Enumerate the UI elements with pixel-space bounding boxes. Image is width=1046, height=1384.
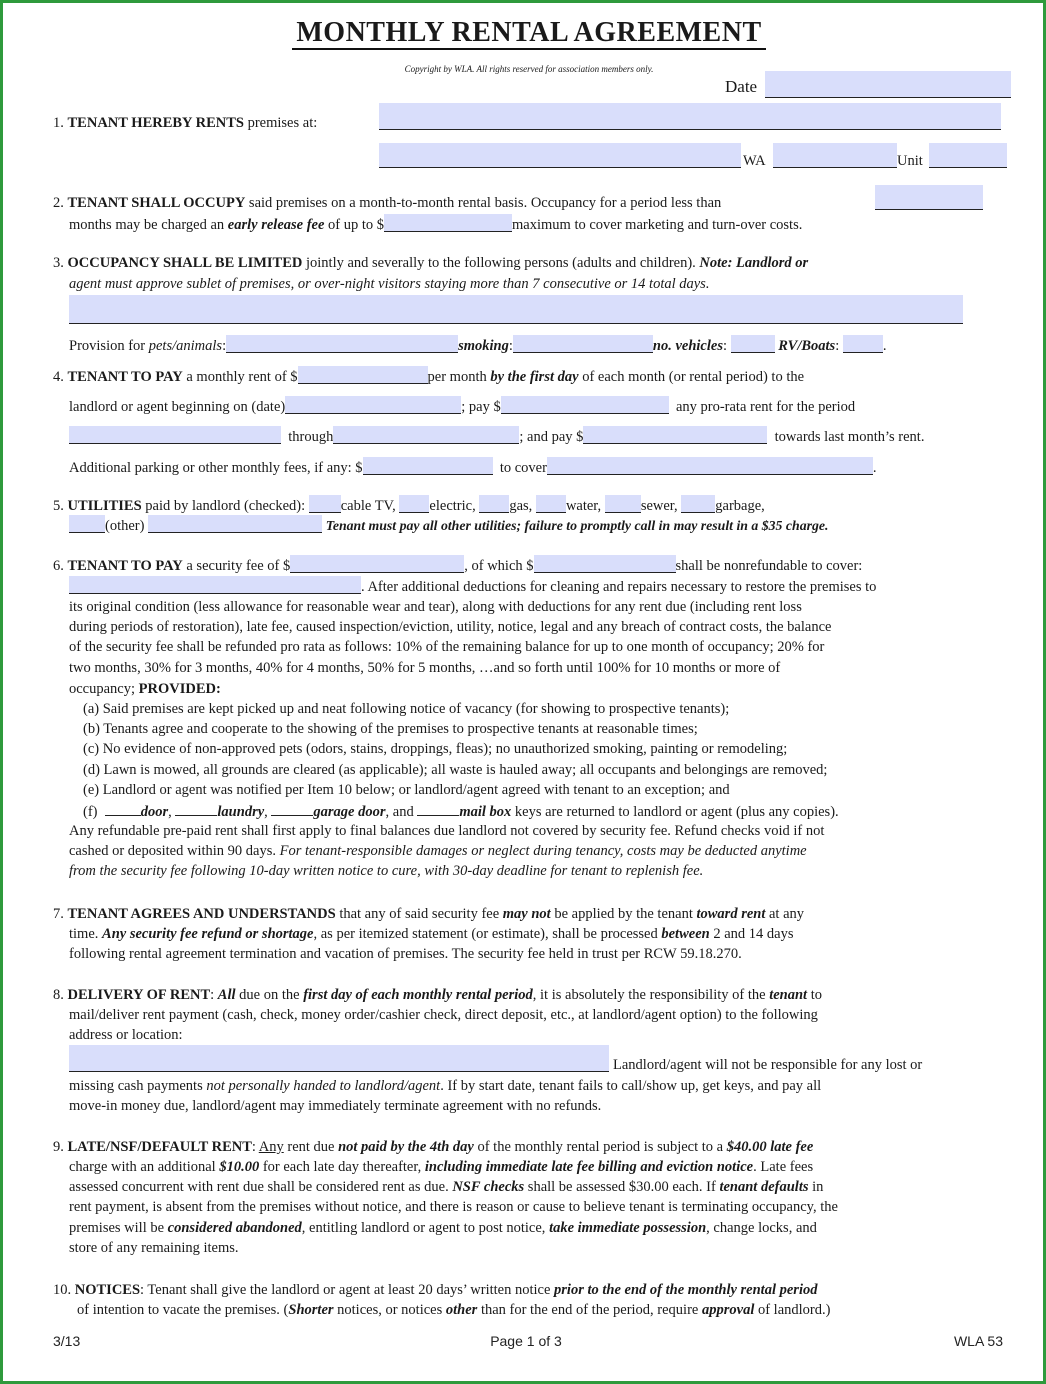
monthly-rent-field[interactable] bbox=[298, 366, 428, 384]
s2-text-d: maximum to cover marketing and turn-over costs. bbox=[512, 217, 803, 233]
condition-d: (d) Lawn is mowed, all grounds are cleared (as applicable); all waste is hauled away; all occupants and belongings are removed; bbox=[83, 762, 828, 778]
s9-l3c: shall be assessed $30.00 each. If bbox=[524, 1179, 720, 1195]
garage-keys-field[interactable] bbox=[271, 801, 313, 816]
s10-l2c: notices, or notices bbox=[333, 1302, 446, 1318]
section-10-number: 10. bbox=[53, 1282, 72, 1298]
s9-t3: not paid by the 4th day bbox=[338, 1139, 474, 1155]
section-2-line-2 bbox=[69, 214, 802, 236]
s7-t3: be applied by the tenant bbox=[550, 906, 697, 922]
section-4-line-3 bbox=[69, 426, 924, 448]
section-4-number: 4. bbox=[53, 369, 64, 385]
section-5-heading: UTILITIES bbox=[67, 498, 142, 514]
s9-l3b: NSF checks bbox=[452, 1179, 525, 1195]
early-release-fee-term: early release fee bbox=[227, 217, 325, 233]
condition-f: (f) door, laundry, garage door, and mail box keys are returned to landlord or agent (plus any copies). bbox=[83, 801, 839, 823]
garbage-checkbox[interactable] bbox=[681, 495, 715, 513]
section-6-line-2 bbox=[69, 576, 876, 598]
prorata-through-field[interactable] bbox=[333, 426, 519, 444]
section-9-line-4: rent payment, is absent from the premises without notice, and there is reason or cause to believe tenant is terminating occupancy, the bbox=[69, 1199, 838, 1215]
section-9-number: 9. bbox=[53, 1139, 64, 1155]
section-4-heading: TENANT TO PAY bbox=[67, 369, 183, 385]
s6-line-0: . After additional deductions for cleaning and repairs necessary to restore the premises to bbox=[361, 579, 877, 595]
refund-line-3: from the security fee following 10-day written notice to cure, with 30-day deadline for tenant to replenish fee. bbox=[69, 863, 704, 879]
s10-l2a: of intention to vacate the premises. ( bbox=[77, 1302, 289, 1318]
section-8-line-4: Landlord/agent will not be responsible for any lost or bbox=[613, 1057, 923, 1073]
s10-l2b: Shorter bbox=[288, 1302, 334, 1318]
zip-field[interactable] bbox=[773, 143, 897, 168]
section-8-line-6: move-in money due, landlord/agent may immediately terminate agreement with no refunds. bbox=[69, 1098, 602, 1114]
water-label: water, bbox=[565, 498, 602, 514]
section-10-heading: NOTICES bbox=[74, 1282, 141, 1298]
section-6-line-3: its original condition (less allowance for reasonable wear and tear), along with deductions for any rent due (including rent loss bbox=[69, 599, 802, 615]
section-1 bbox=[53, 113, 317, 134]
section-2-line-1 bbox=[53, 193, 721, 214]
s8-t4: first day of each monthly rental period bbox=[303, 987, 533, 1003]
s9-l2a: charge with an additional bbox=[69, 1159, 220, 1175]
water-checkbox[interactable] bbox=[536, 495, 566, 513]
section-6-heading: TENANT TO PAY bbox=[67, 558, 183, 574]
laundry-keys-field[interactable] bbox=[175, 801, 217, 816]
section-7-line-3: following rental agreement termination and vacation of premises. The security fee held in trust per RCW 59.18.270. bbox=[69, 946, 742, 962]
s6-t2: , of which $ bbox=[464, 558, 534, 574]
s4-t4: of each month (or rental period) to the bbox=[578, 369, 805, 385]
section-10-line-1 bbox=[53, 1280, 817, 1301]
section-3-number: 3. bbox=[53, 255, 64, 271]
door-label: door bbox=[140, 804, 169, 820]
premises-city-field[interactable] bbox=[379, 143, 741, 168]
document-title bbox=[49, 17, 1009, 48]
section-3-heading: OCCUPANCY SHALL BE LIMITED bbox=[67, 255, 303, 271]
section-9-line-3 bbox=[69, 1177, 823, 1198]
garbage-label: garbage, bbox=[715, 498, 765, 514]
fees-cover-field[interactable] bbox=[547, 457, 873, 475]
section-8-line-2: mail/deliver rent payment (cash, check, money order/cashier check, direct deposit, etc., at landlord/agent option) to the following bbox=[69, 1007, 818, 1023]
pets-field[interactable] bbox=[226, 335, 458, 353]
section-8-heading: DELIVERY OF RENT bbox=[67, 987, 211, 1003]
s9-t5: $40.00 late fee bbox=[726, 1139, 814, 1155]
pets-label: pets/animals bbox=[148, 338, 223, 354]
electric-label: electric, bbox=[429, 498, 476, 514]
s4-t6: ; pay $ bbox=[461, 399, 501, 415]
section-1-text: premises at: bbox=[243, 115, 318, 131]
s4-t12: to cover bbox=[499, 460, 547, 476]
prorata-from-field[interactable] bbox=[69, 426, 281, 444]
smoking-label: smoking bbox=[458, 338, 509, 354]
s2-text-a: months may be charged an bbox=[69, 217, 228, 233]
section-6-line-7 bbox=[69, 679, 221, 700]
s4-t2: per month bbox=[427, 369, 491, 385]
provision-line: Provision for pets/animals: smoking: no. vehicles: RV/Boats: . bbox=[69, 335, 886, 357]
footer-revision: 3/13 bbox=[53, 1333, 81, 1349]
wa-label: WA bbox=[743, 153, 766, 169]
document-title-text: MONTHLY RENTAL AGREEMENT bbox=[292, 17, 765, 50]
s9-l2d: including immediate late fee billing and eviction notice bbox=[424, 1159, 754, 1175]
s7-l2d: between bbox=[661, 926, 710, 942]
section-5-line-1 bbox=[53, 495, 765, 517]
s6-t1: a security fee of $ bbox=[182, 558, 291, 574]
other-checkbox[interactable] bbox=[69, 515, 105, 533]
last-month-rent-field[interactable] bbox=[583, 426, 767, 444]
s7-l2c: , as per itemized statement (or estimate), shall be processed bbox=[313, 926, 662, 942]
sewer-checkbox[interactable] bbox=[605, 495, 641, 513]
s8-t2: All bbox=[217, 987, 236, 1003]
r2a: cashed or deposited within 90 days. bbox=[69, 843, 280, 859]
s10-l2g: of landlord.) bbox=[754, 1302, 831, 1318]
other-utility-field[interactable] bbox=[148, 515, 322, 533]
date-field[interactable] bbox=[765, 71, 1011, 98]
smoking-field[interactable] bbox=[513, 335, 653, 353]
section-9-line-2 bbox=[69, 1157, 813, 1178]
footer-form-id: WLA 53 bbox=[953, 1333, 1003, 1349]
s6-occ: occupancy; bbox=[69, 681, 139, 697]
section-2-heading: TENANT SHALL OCCUPY bbox=[67, 195, 246, 211]
provided-label: PROVIDED: bbox=[138, 681, 221, 697]
section-8-line-3: address or location: bbox=[69, 1027, 183, 1043]
s4-t10: towards last month’s rent. bbox=[774, 429, 925, 445]
s9-l3d: tenant defaults bbox=[719, 1179, 809, 1195]
unit-field[interactable] bbox=[929, 143, 1007, 168]
s4-t1: a monthly rent of $ bbox=[182, 369, 298, 385]
s9-l3e: in bbox=[808, 1179, 824, 1195]
section-3-line-1 bbox=[53, 253, 808, 274]
gas-checkbox[interactable] bbox=[479, 495, 509, 513]
laundry-label: laundry bbox=[217, 804, 265, 820]
prorata-amount-field[interactable] bbox=[501, 396, 669, 414]
s9-t1: : bbox=[251, 1139, 259, 1155]
section-9-line-1 bbox=[53, 1137, 813, 1158]
s7-t5: at any bbox=[765, 906, 805, 922]
section-6-number: 6. bbox=[53, 558, 64, 574]
condition-c: (c) No evidence of non-approved pets (odors, stains, droppings, fleas); no unauthorized smoking, painting or remodeling; bbox=[83, 741, 788, 757]
section-9-line-5 bbox=[69, 1218, 817, 1239]
s7-t2: may not bbox=[502, 906, 551, 922]
vehicles-field[interactable] bbox=[731, 335, 775, 353]
section-4-line-2 bbox=[69, 396, 855, 418]
s4-t9: ; and pay $ bbox=[519, 429, 584, 445]
s4-t7: any pro-rata rent for the period bbox=[675, 399, 856, 415]
section-6-line-4: during periods of restoration), late fee, caused inspection/eviction, utility, notice, legal and any breach of contract costs, the balance bbox=[69, 619, 832, 635]
rv-boats-label: RV/Boats bbox=[778, 338, 836, 354]
provision-label: Provision for bbox=[69, 338, 149, 354]
section-6-line-5: of the security fee shall be refunded pro rata as follows: 10% of the remaining balance for up to one month of occupancy; 20% for bbox=[69, 639, 825, 655]
s9-l2b: $10.00 bbox=[219, 1159, 260, 1175]
s9-any: Any bbox=[258, 1139, 284, 1155]
f-end: keys are returned to landlord or agent (plus any copies). bbox=[511, 804, 839, 820]
parking-fees-field[interactable] bbox=[363, 457, 493, 475]
section-5-number: 5. bbox=[53, 498, 64, 514]
mailbox-keys-field[interactable] bbox=[417, 801, 459, 816]
section-4-line-4: Additional parking or other monthly fees, if any: $ to cover . bbox=[69, 457, 877, 479]
condition-a: (a) Said premises are kept picked up and neat following notice of vacancy (for showing to prospective tenants); bbox=[83, 701, 730, 717]
section-2-number: 2. bbox=[53, 195, 64, 211]
s9-l5b: considered abandoned bbox=[167, 1220, 302, 1236]
s9-l3a: assessed concurrent with rent due shall be considered rent as due. bbox=[69, 1179, 453, 1195]
s10-t2: prior to the end of the monthly rental period bbox=[554, 1282, 818, 1298]
utilities-charge-notice: Tenant must pay all other utilities; failure to promptly call in may result in a $35 charge. bbox=[325, 518, 829, 533]
vehicles-label: no. vehicles bbox=[652, 338, 723, 354]
s7-l2b: Any security fee refund or shortage bbox=[102, 926, 314, 942]
premises-address-field[interactable] bbox=[379, 103, 1001, 130]
s4-t5: landlord or agent beginning on (date) bbox=[69, 399, 286, 415]
door-keys-field[interactable] bbox=[105, 801, 141, 816]
cable-label: cable TV, bbox=[340, 498, 396, 514]
s10-l2e: than for the end of the period, require bbox=[477, 1302, 702, 1318]
section-8-number: 8. bbox=[53, 987, 64, 1003]
rv-boats-field[interactable] bbox=[843, 335, 883, 353]
nonrefundable-cover-field[interactable] bbox=[69, 576, 361, 594]
section-1-number: 1. bbox=[53, 115, 64, 131]
early-release-fee-field[interactable] bbox=[384, 214, 512, 232]
section-6-line-6: two months, 30% for 3 months, 40% for 4 months, 50% for 5 months, …and so forth until 100% for 10 months or more of bbox=[69, 660, 781, 676]
section-4-line-1 bbox=[53, 366, 804, 388]
mailbox-label: mail box bbox=[459, 804, 512, 820]
s9-t4: of the monthly rental period is subject to a bbox=[473, 1139, 727, 1155]
start-date-field[interactable] bbox=[285, 396, 461, 414]
sewer-label: sewer, bbox=[640, 498, 678, 514]
rent-delivery-address-field[interactable] bbox=[69, 1045, 609, 1072]
r2b: For tenant-responsible damages or neglect during tenancy, costs may be deducted anytime bbox=[279, 843, 807, 859]
refund-line-1: Any refundable pre-paid rent shall first apply to final balances due landlord not covered by security fee. Refund checks void if not bbox=[69, 823, 825, 839]
s7-t1: that any of said security fee bbox=[335, 906, 503, 922]
section-7-line-1 bbox=[53, 904, 804, 925]
s8-t7: to bbox=[807, 987, 822, 1003]
f-pre: (f) bbox=[83, 804, 98, 820]
nonrefundable-field[interactable] bbox=[534, 555, 676, 573]
occupants-field[interactable] bbox=[69, 295, 963, 324]
section-3-line-2: agent must approve sublet of premises, or over-night visitors staying more than 7 consecutive or 14 total days. bbox=[69, 276, 710, 292]
section-9-line-6: store of any remaining items. bbox=[69, 1240, 239, 1256]
section-3-text: jointly and severally to the following persons (adults and children). bbox=[302, 255, 700, 271]
s10-l2d: other bbox=[445, 1302, 478, 1318]
garage-label: garage door bbox=[313, 804, 386, 820]
first-day-term: by the first day bbox=[490, 369, 579, 385]
section-10-line-2 bbox=[77, 1300, 830, 1321]
section-8-line-1 bbox=[53, 985, 822, 1006]
s8-l5c: . If by start date, tenant fails to call/show up, get keys, and pay all bbox=[440, 1078, 822, 1094]
s8-t5: , it is absolutely the responsibility of the bbox=[532, 987, 770, 1003]
security-fee-field[interactable] bbox=[290, 555, 464, 573]
s9-l2c: for each late day thereafter, bbox=[259, 1159, 425, 1175]
s7-l2e: 2 and 14 days bbox=[709, 926, 794, 942]
condition-e: (e) Landlord or agent was notified per Item 10 below; or landlord/agent agreed with tenant to an exception; and bbox=[83, 782, 730, 798]
s10-l2f: approval bbox=[701, 1302, 755, 1318]
section-2-text: said premises on a month-to-month rental basis. Occupancy for a period less than bbox=[245, 195, 722, 211]
unit-label: Unit bbox=[897, 153, 923, 169]
s9-l5c: , entitling landlord or agent to post notice, bbox=[301, 1220, 550, 1236]
occupancy-period-field[interactable] bbox=[875, 185, 983, 210]
section-1-heading: TENANT HEREBY RENTS bbox=[67, 115, 244, 131]
s9-t2: rent due bbox=[283, 1139, 339, 1155]
s7-t4: toward rent bbox=[696, 906, 766, 922]
section-6-line-1 bbox=[53, 555, 862, 577]
s5-t1: paid by landlord (checked): bbox=[141, 498, 306, 514]
section-7-number: 7. bbox=[53, 906, 64, 922]
section-8-line-5 bbox=[69, 1076, 821, 1097]
s9-l5d: take immediate possession bbox=[549, 1220, 707, 1236]
s8-t1: : bbox=[210, 987, 218, 1003]
electric-checkbox[interactable] bbox=[399, 495, 429, 513]
s6-t3: shall be nonrefundable to cover: bbox=[675, 558, 863, 574]
footer-page-number: Page 1 of 3 bbox=[490, 1333, 562, 1349]
s4-t8: through bbox=[288, 429, 334, 445]
s4-t11: Additional parking or other monthly fees, if any: $ bbox=[69, 460, 363, 476]
s8-t3: due on the bbox=[235, 987, 304, 1003]
date-label: Date bbox=[725, 77, 758, 96]
section-3-note: Note: Landlord or bbox=[699, 255, 809, 271]
gas-label: gas, bbox=[509, 498, 533, 514]
condition-b: (b) Tenants agree and cooperate to the showing of the premises to prospective tenants at reasonable times; bbox=[83, 721, 698, 737]
section-7-line-2 bbox=[69, 924, 793, 945]
other-label: (other) bbox=[105, 518, 145, 534]
s9-l5e: , change locks, and bbox=[706, 1220, 817, 1236]
s8-l5b: not personally handed to landlord/agent bbox=[206, 1078, 441, 1094]
copyright-notice: Copyright by WLA. All rights reserved for association members only. bbox=[404, 64, 654, 74]
s10-t1: : Tenant shall give the landlord or agent at least 20 days’ written notice bbox=[140, 1282, 555, 1298]
f-and: , and bbox=[385, 804, 414, 820]
s9-l2e: . Late fees bbox=[753, 1159, 814, 1175]
section-7-heading: TENANT AGREES AND UNDERSTANDS bbox=[67, 906, 336, 922]
section-9-heading: LATE/NSF/DEFAULT RENT bbox=[67, 1139, 252, 1155]
section-5-line-2 bbox=[69, 515, 828, 537]
s9-l5a: premises will be bbox=[69, 1220, 168, 1236]
s8-t6: tenant bbox=[769, 987, 808, 1003]
s2-text-c: of up to $ bbox=[324, 217, 385, 233]
s8-l5a: missing cash payments bbox=[69, 1078, 207, 1094]
refund-line-2 bbox=[69, 841, 807, 862]
cable-checkbox[interactable] bbox=[309, 495, 341, 513]
s7-l2a: time. bbox=[69, 926, 103, 942]
